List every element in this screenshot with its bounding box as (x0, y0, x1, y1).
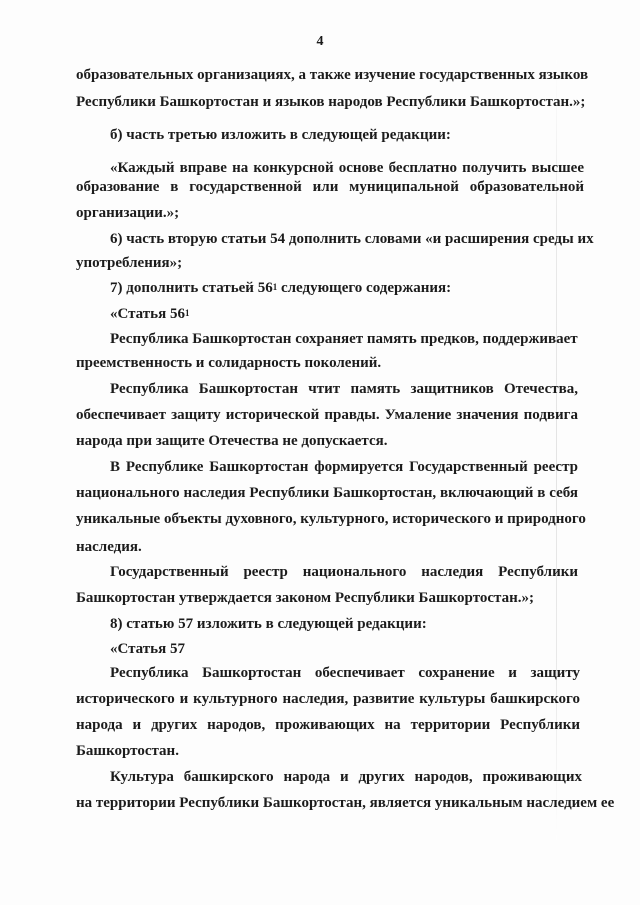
text-line: наследия. (76, 539, 142, 555)
superscript: 1 (184, 308, 190, 318)
text-fragment: следующего содержания: (277, 280, 452, 296)
text-line: «Каждый вправе на конкурсной основе бесплатно получить высшее (110, 160, 584, 176)
text-line: б) часть третью изложить в следующей редакции: (110, 127, 451, 143)
text-line: В Республике Башкортостан формируется Государственный реестр (110, 459, 578, 475)
text-line: народа при защите Отечества не допускается. (76, 433, 388, 449)
article-heading: «Статья 57 (110, 641, 185, 657)
text-line: Республика Башкортостан сохраняет память предков, поддерживает (110, 331, 578, 347)
text-line: уникальные объекты духовного, культурного, исторического и природного (76, 511, 586, 527)
text-line: 8) статью 57 изложить в следующей редакции: (110, 616, 427, 632)
text-line: национального наследия Республики Башкортостан, включающий в себя (76, 485, 578, 501)
text-line: обеспечивает защиту исторической правды. Умаление значения подвига (76, 407, 578, 423)
text-line: преемственность и солидарность поколений. (76, 355, 382, 371)
text-line: образовательных организациях, а также изучение государственных языков (76, 67, 589, 83)
article-heading (110, 305, 189, 323)
superscript: 1 (272, 282, 278, 292)
text-line: Башкортостан. (76, 743, 179, 759)
text-line: Республики Башкортостан и языков народов Республики Башкортостан.»; (76, 94, 586, 110)
page-number: 4 (316, 34, 324, 49)
text-line: организации.»; (76, 205, 180, 221)
text-line: Башкортостан утверждается законом Республики Башкортостан.»; (76, 590, 534, 606)
text-fragment: 7) дополнить статьей 56 (110, 280, 273, 296)
text-line-with-superscript (110, 279, 451, 297)
text-line: образование в государственной или муниципальной образовательной (76, 179, 584, 195)
text-line: Культура башкирского народа и других народов, проживающих (110, 769, 582, 785)
text-line: 6) часть вторую статьи 54 дополнить словами «и расширения среды их (110, 231, 594, 247)
text-line: Республика Башкортостан чтит память защитников Отечества, (110, 381, 578, 397)
text-line: Республика Башкортостан обеспечивает сохранение и защиту (110, 665, 580, 681)
text-line: употребления»; (76, 255, 183, 271)
text-line: Государственный реестр национального наследия Республики (110, 564, 578, 580)
text-line: на территории Республики Башкортостан, является уникальным наследием ее (76, 795, 615, 811)
text-line: исторического и культурного наследия, развитие культуры башкирского (76, 691, 580, 707)
text-fragment: «Статья 56 (110, 306, 185, 322)
text-line: народа и других народов, проживающих на территории Республики (76, 717, 580, 733)
